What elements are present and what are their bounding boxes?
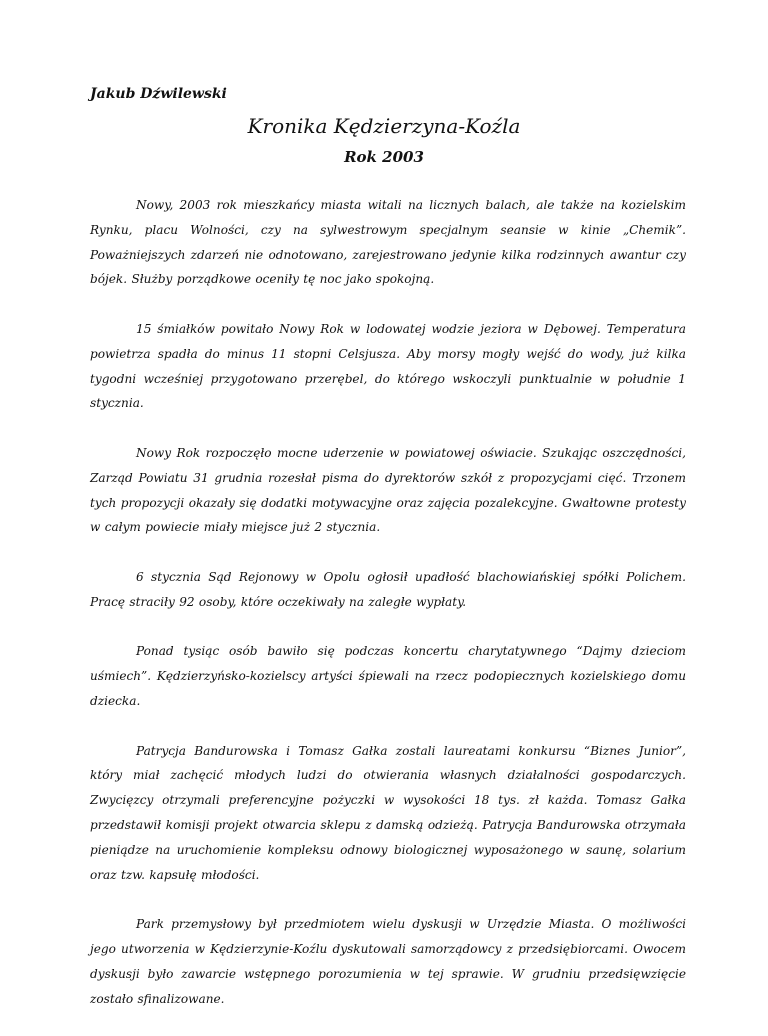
paragraph-walrus-swim: 15 śmiałków powitało Nowy Rok w lodowatej wodzie jeziora w Dębowej. Temperatura powietrza spadła do minus 11 stopni Celsjusza. Aby morsy mogły wejść do wody, już kilka tygodni wcześniej przygotowano przerębel, do którego wskoczyli punktualnie w południe 1 stycznia. (90, 321, 686, 411)
paragraph-industrial-park: Park przemysłowy był przedmiotem wielu dyskusji w Urzędzie Miasta. O możliwości jego utworzenia w Kędzierzynie-Koźlu dyskutowali samorządowcy z przedsiębiorcami. Owocem dyskusji było zawarcie wstępnego porozumienia w tej sprawie. W grudniu przedsięwzięcie zostało sfinalizowane. (90, 917, 686, 1006)
paragraph-polichem-bankruptcy: 6 stycznia Sąd Rejonowy w Opolu ogłosił upadłość blachowiańskiej spółki Polichem. Pracę straciły 92 osoby, które oczekiwały na zaległe wypłaty. (90, 569, 686, 609)
paragraph-education-cuts: Nowy Rok rozpoczęło mocne uderzenie w powiatowej oświacie. Szukając oszczędności, Zarząd Powiatu 31 grudnia rozesłał pisma do dyrektorów szkół z propozycjami cięć. Trzonem tych propozycji okazały się dodatki motywacyjne oraz zajęcia pozalekcyjne. Gwałtowne protesty w całym powiecie miały miejsce już 2 stycznia. (90, 445, 686, 535)
document-subtitle: Rok 2003 (344, 148, 424, 166)
author-name: Jakub Dźwilewski (90, 86, 227, 102)
paragraph-new-year-celebrations: Nowy, 2003 rok mieszkańcy miasta witali na licznych balach, ale także na kozielskim Rynku, placu Wolności, czy na sylwestrowym specjalnym seansie w kinie „Chemik”. Poważniejszych zdarzeń nie odnotowano, zarejestrowano jedynie kilka rodzinnych awantur czy bójek. Służby porządkowe oceniły tę noc jako spokojną. (90, 198, 686, 287)
document-title: Kronika Kędzierzyna-Koźla (247, 114, 521, 138)
document-body (90, 193, 686, 1036)
paragraph-charity-concert: Ponad tysiąc osób bawiło się podczas koncertu charytatywnego “Dajmy dzieciom uśmiech”. Kędzierzyńsko-kozielscy artyści śpiewali na rzecz podopiecznych kozielskiego domu dziecka. (90, 644, 686, 708)
paragraph-biznes-junior: Patrycja Bandurowska i Tomasz Gałka zostali laureatami konkursu “Biznes Junior”, który miał zachęcić młodych ludzi do otwierania własnych działalności gospodarczych. Zwycięzcy otrzymali preferencyjne pożyczki w wysokości 18 tys. zł każda. Tomasz Gałka przedstawił komisji projekt otwarcia sklepu z damską odzieżą. Patrycja Bandurowska otrzymała pieniądze na uruchomienie kompleksu odnowy biologicznej wyposażonego w saunę, solarium oraz tzw. kapsułę młodości. (90, 743, 686, 882)
